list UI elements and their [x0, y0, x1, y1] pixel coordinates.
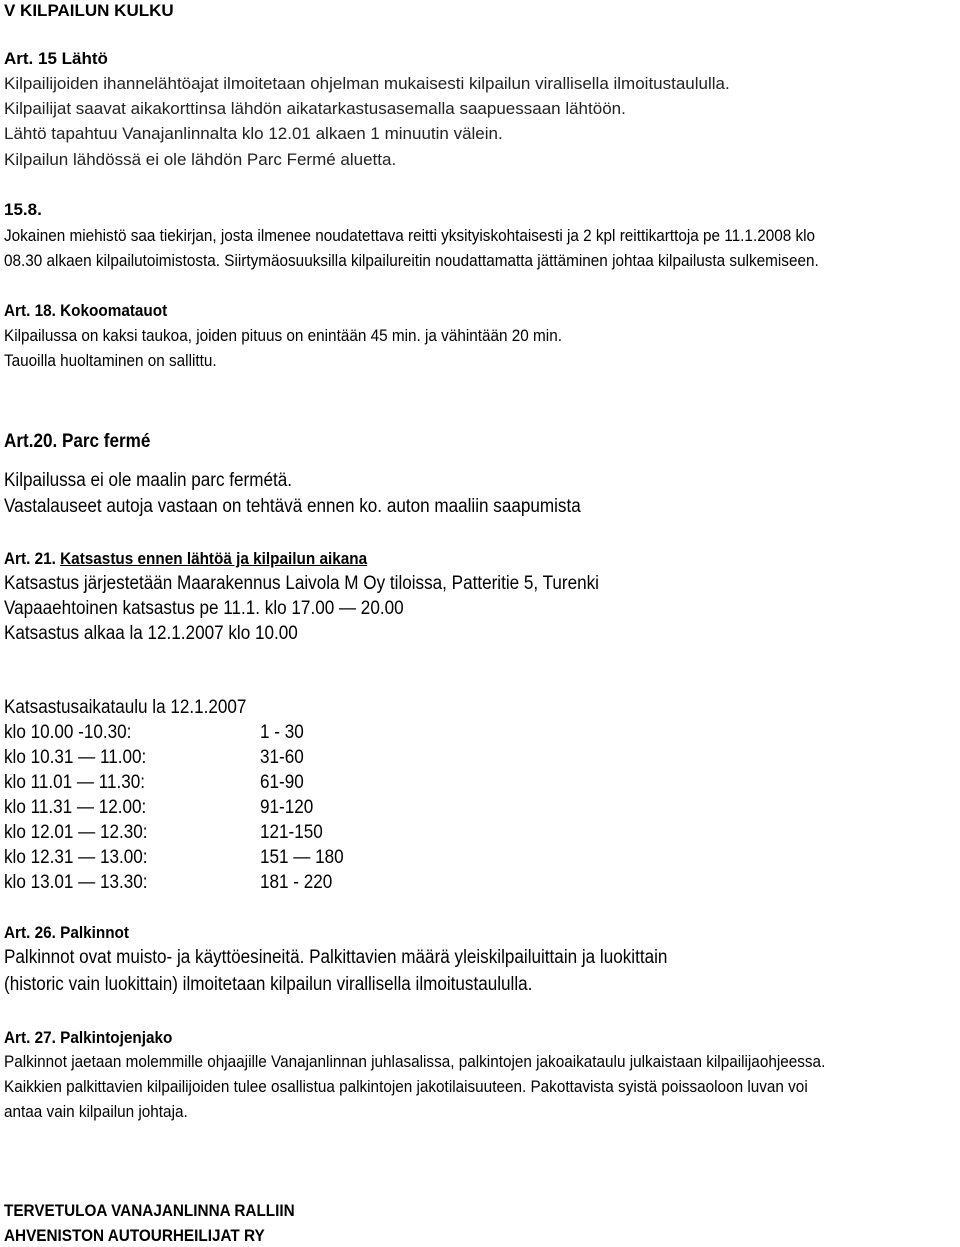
art15-heading: Art. 15 Lähtö	[4, 49, 108, 68]
schedule-time: klo 13.01 — 13.30:	[4, 872, 148, 893]
schedule-time: klo 12.31 — 13.00:	[4, 847, 148, 868]
art15-line-3: Lähtö tapahtuu Vanajanlinnalta klo 12.01 alkaen 1 minuutin välein.	[4, 124, 503, 143]
art15-8-heading: 15.8.	[4, 200, 42, 219]
art21-heading-prefix: Art. 21.	[4, 549, 56, 568]
art27-line-2: Kaikkien palkittavien kilpailijoiden tulee osallistua palkintojen jakotilaisuuteen. Pakottavista syistä poissaoloon luvan voi	[4, 1077, 808, 1096]
art26-heading: Art. 26. Palkinnot	[4, 923, 129, 942]
schedule-range: 31-60	[260, 747, 304, 768]
section-title: V KILPAILUN KULKU	[4, 1, 174, 20]
art21-line-2: Vapaaehtoinen katsastus pe 11.1. klo 17.00 — 20.00	[4, 598, 404, 619]
art21-line-1: Katsastus järjestetään Maarakennus Laivola M Oy tiloissa, Patteritie 5, Turenki	[4, 573, 599, 594]
schedule-range: 61-90	[260, 772, 304, 793]
art18-heading: Art. 18. Kokoomatauot	[4, 301, 168, 320]
art18-line-2: Tauoilla huoltaminen on sallittu.	[4, 351, 217, 370]
art15-line-4: Kilpailun lähdössä ei ole lähdön Parc Fermé aluetta.	[4, 150, 397, 169]
schedule-time: klo 12.01 — 12.30:	[4, 822, 148, 843]
art20-line-2: Vastalauseet autoja vastaan on tehtävä ennen ko. auton maaliin saapumista	[4, 496, 581, 517]
schedule-range: 91-120	[260, 797, 314, 818]
art15-line-2: Kilpailijat saavat aikakorttinsa lähdön aikatarkastusasemalla saapuessaan lähtöön.	[4, 99, 626, 118]
schedule-range: 1 - 30	[260, 722, 304, 743]
art15-8-line-2: 08.30 alkaen kilpailutoimistosta. Siirtymäosuuksilla kilpailureitin noudattamatta jättäminen johtaa kilpailusta sulkemiseen.	[4, 251, 819, 270]
art18-line-1: Kilpailussa on kaksi taukoa, joiden pituus on enintään 45 min. ja vähintään 20 min.	[4, 326, 562, 345]
schedule-time: klo 11.01 — 11.30:	[4, 772, 146, 793]
art21-heading	[4, 548, 367, 570]
schedule-range: 181 - 220	[260, 872, 333, 893]
art15-line-1: Kilpailijoiden ihannelähtöajat ilmoitetaan ohjelman mukaisesti kilpailun virallisella ilmoitustaululla.	[4, 74, 730, 93]
schedule-range: 121-150	[260, 822, 323, 843]
schedule-time: klo 11.31 — 12.00:	[4, 797, 147, 818]
schedule-time: klo 10.31 — 11.00:	[4, 747, 147, 768]
art27-line-3: antaa vain kilpailun johtaja.	[4, 1102, 188, 1121]
schedule-title: Katsastusaikataulu la 12.1.2007	[4, 697, 247, 718]
art21-heading-title: Katsastus ennen lähtöä ja kilpailun aikana	[60, 549, 368, 568]
art21-line-3: Katsastus alkaa la 12.1.2007 klo 10.00	[4, 623, 298, 644]
art26-line-2: (historic vain luokittain) ilmoitetaan kilpailun virallisella ilmoitustaululla.	[4, 974, 533, 995]
art15-8-line-1: Jokainen miehistö saa tiekirjan, josta ilmenee noudatettava reitti yksityiskohtaisesti ja 2 kpl reittikarttoja pe 11.1.2008 klo	[4, 226, 816, 245]
footer-line-2: AHVENISTON AUTOURHEILIJAT RY	[4, 1226, 265, 1245]
footer-line-1: TERVETULOA VANAJANLINNA RALLIIN	[4, 1201, 295, 1220]
art27-heading: Art. 27. Palkintojenjako	[4, 1028, 173, 1047]
art20-heading: Art.20. Parc fermé	[4, 431, 151, 452]
art27-line-1: Palkinnot jaetaan molemmille ohjaajille Vanajanlinnan juhlasalissa, palkintojen jakoaikataulu julkaistaan kilpailijaohjeessa.	[4, 1052, 826, 1071]
art20-line-1: Kilpailussa ei ole maalin parc fermétä.	[4, 470, 292, 491]
art26-line-1: Palkinnot ovat muisto- ja käyttöesineitä. Palkittavien määrä yleiskilpailuittain ja luokittain	[4, 947, 668, 968]
schedule-time: klo 10.00 -10.30:	[4, 722, 132, 743]
schedule-range: 151 — 180	[260, 847, 344, 868]
